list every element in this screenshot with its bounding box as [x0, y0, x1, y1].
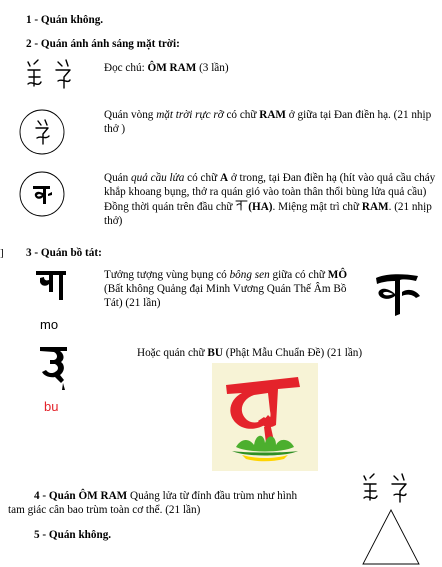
heading-2: 2 - Quán ánh ánh sáng mặt trời: — [26, 38, 180, 50]
bu-instruction — [137, 346, 362, 360]
final-instruction — [8, 489, 308, 517]
fire-text-1: Quán — [104, 172, 132, 184]
sun-text-3: ở giữa tại Đan điền hạ. (21 nhịp thở ) — [104, 109, 432, 135]
fire-text-4: . Miệng mật trì chữ — [272, 201, 362, 213]
bu-glyph-icon — [38, 344, 70, 392]
ha-glyph-icon — [235, 199, 248, 211]
calligraphy-glyph-icon — [370, 270, 424, 318]
lotus-text-2: giữa có chữ — [269, 269, 328, 281]
ram-circle-icon — [18, 108, 66, 156]
heading-3: 3 - Quán bồ tát: — [26, 247, 102, 259]
om-ram-glyph-icon — [24, 58, 78, 92]
heading-4: 4 - Quán ÔM RAM — [34, 490, 128, 502]
sun-text-1: Quán vòng — [104, 109, 157, 121]
bu-caption: bu — [44, 399, 59, 414]
heading-5: 5 - Quán không. — [34, 529, 112, 541]
chant-instruction — [104, 61, 229, 75]
fire-instruction — [104, 171, 438, 228]
sun-text-bold: RAM — [259, 109, 286, 121]
fire-text-5: . (21 nhịp thở) — [104, 201, 432, 227]
mo-caption: mo — [40, 317, 59, 332]
mo-glyph-icon — [34, 268, 68, 302]
margin-bracket: ] — [0, 247, 4, 259]
fire-text-italic: quả cầu lửa — [131, 172, 185, 184]
fire-text-ram: RAM — [361, 201, 389, 213]
lotus-text-bold: MÔ — [327, 269, 348, 281]
bu-text-1: Hoặc quán chữ — [137, 347, 208, 359]
fire-text-2: có chữ — [184, 172, 220, 184]
lotus-text-3: (Bất không Quảng đại Minh Vương Quán Thế Âm Bồ Tát) (21 lần) — [104, 283, 347, 309]
bu-text-2: (Phật Mẫu Chuẩn Đề) (21 lần) — [222, 347, 363, 359]
chant-suffix: (3 lần) — [196, 62, 229, 74]
lotus-instruction — [104, 268, 366, 310]
lotus-text-1: Tưởng tượng vùng bụng có — [104, 269, 230, 281]
sun-instruction — [104, 108, 440, 136]
lotus-text-italic: bông sen — [229, 269, 270, 281]
lotus-red-glyph-image — [212, 363, 318, 471]
bu-text-bold: BU — [207, 347, 223, 359]
fire-text-3: ở trong, tại Đan điền hạ (hít vào quả cầu cháy khắp khoang bụng, thở ra quán gió vào toàn thân thổi bùng lửa quả cầu) Đồng thời quán trên đầu chữ — [104, 172, 436, 213]
chant-mantra: ÔM RAM — [147, 62, 197, 74]
a-circle-icon — [18, 170, 66, 218]
sun-text-2: có chữ — [223, 109, 260, 121]
sun-text-italic: mặt trời rực rỡ — [156, 109, 224, 121]
heading-1: 1 - Quán không. — [26, 14, 104, 26]
final-text: Quảng lửa từ đỉnh đầu trùm như hình tam giác cân bao trùm toàn cơ thể. (21 lần) — [8, 490, 298, 516]
fire-text-ha: (HA) — [248, 201, 273, 213]
om-ram-glyph-bottom-icon — [360, 472, 414, 506]
triangle-shape — [360, 508, 422, 566]
fire-text-a: A — [219, 172, 229, 184]
chant-prefix: Đọc chú: — [104, 62, 148, 74]
